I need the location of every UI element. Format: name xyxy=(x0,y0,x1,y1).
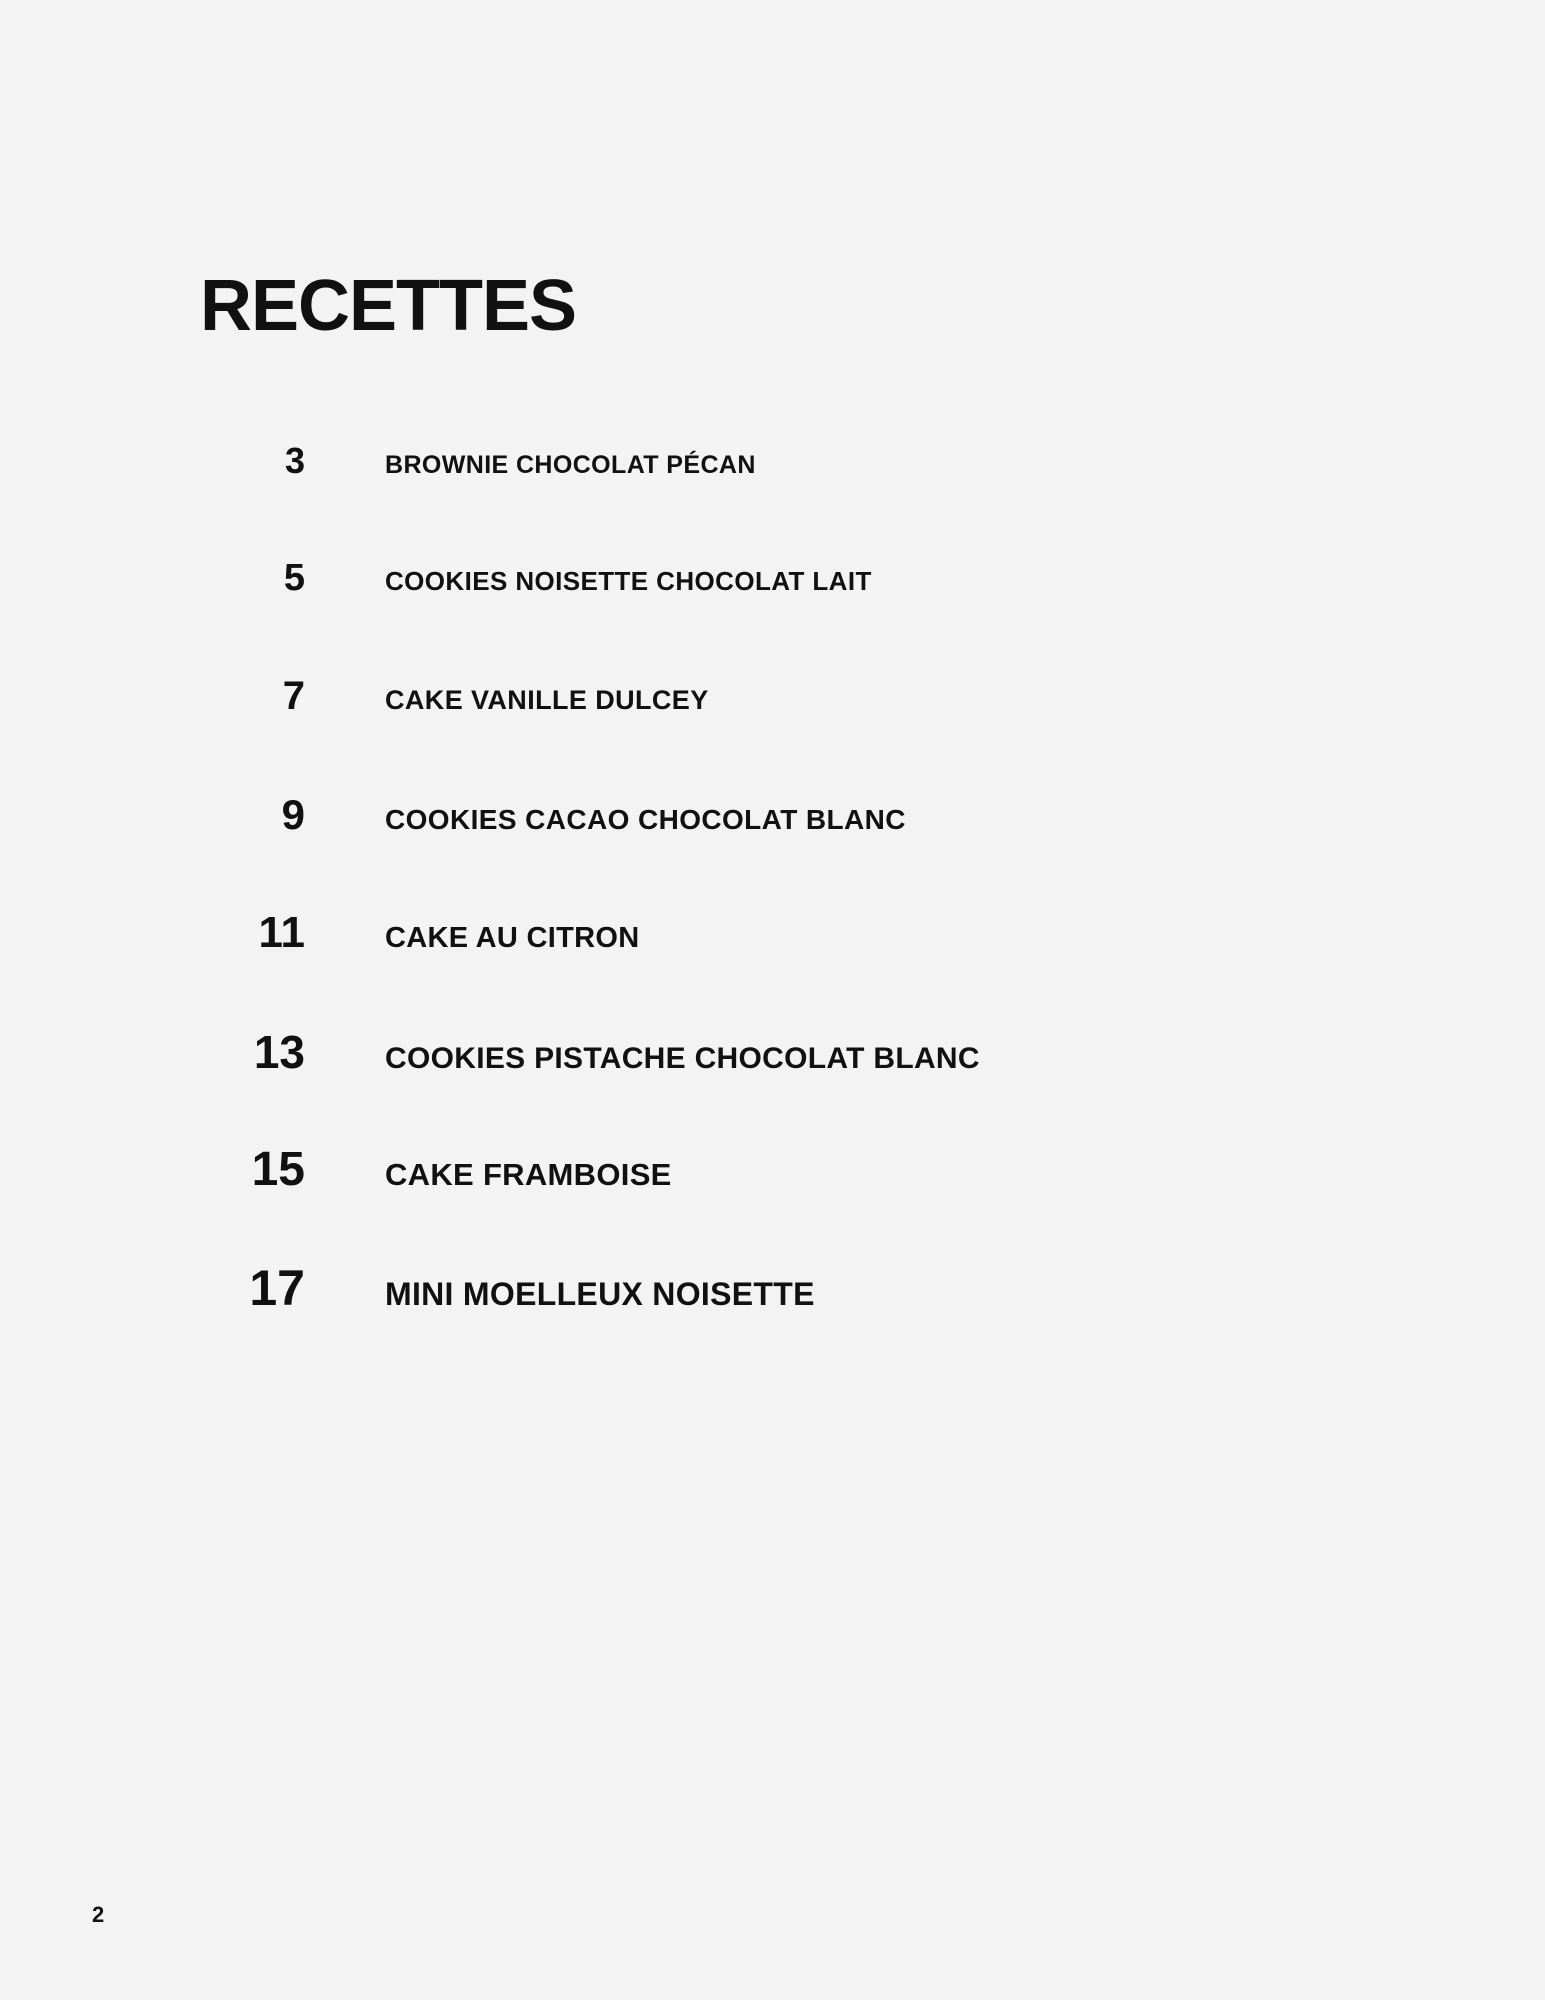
toc-page-number: 13 xyxy=(253,1026,305,1078)
toc-page-number: 15 xyxy=(251,1143,305,1196)
toc-entry-label: MINI MOELLEUX NOISETTE xyxy=(385,1276,815,1312)
table-of-contents xyxy=(180,440,1280,1376)
toc-entry[interactable] xyxy=(180,791,1280,908)
toc-entry[interactable] xyxy=(180,674,1280,791)
toc-entry-label: COOKIES PISTACHE CHOCOLAT BLANC xyxy=(385,1042,980,1075)
toc-entry[interactable] xyxy=(180,1142,1280,1259)
page-number: 2 xyxy=(92,1902,105,1927)
toc-entry[interactable] xyxy=(180,440,1280,557)
toc-entry-label: COOKIES NOISETTE CHOCOLAT LAIT xyxy=(385,566,872,596)
toc-page-number: 7 xyxy=(282,674,305,718)
toc-entry-label: CAKE VANILLE DULCEY xyxy=(385,685,709,715)
toc-page-number: 9 xyxy=(281,791,305,838)
toc-page-number: 11 xyxy=(258,908,305,957)
toc-entry[interactable] xyxy=(180,1259,1280,1376)
toc-page-number: 5 xyxy=(283,557,305,599)
toc-entry-label: BROWNIE CHOCOLAT PÉCAN xyxy=(385,451,756,479)
toc-entry[interactable] xyxy=(180,557,1280,674)
toc-entry-label: CAKE FRAMBOISE xyxy=(385,1157,672,1192)
toc-page-number: 3 xyxy=(284,440,305,481)
toc-page-number: 17 xyxy=(249,1260,305,1316)
page-title: RECETTES xyxy=(200,266,577,347)
toc-entry-label: COOKIES CACAO CHOCOLAT BLANC xyxy=(385,804,906,835)
toc-entry-label: CAKE AU CITRON xyxy=(385,922,640,954)
toc-entry[interactable] xyxy=(180,1025,1280,1142)
toc-entry[interactable] xyxy=(180,908,1280,1025)
